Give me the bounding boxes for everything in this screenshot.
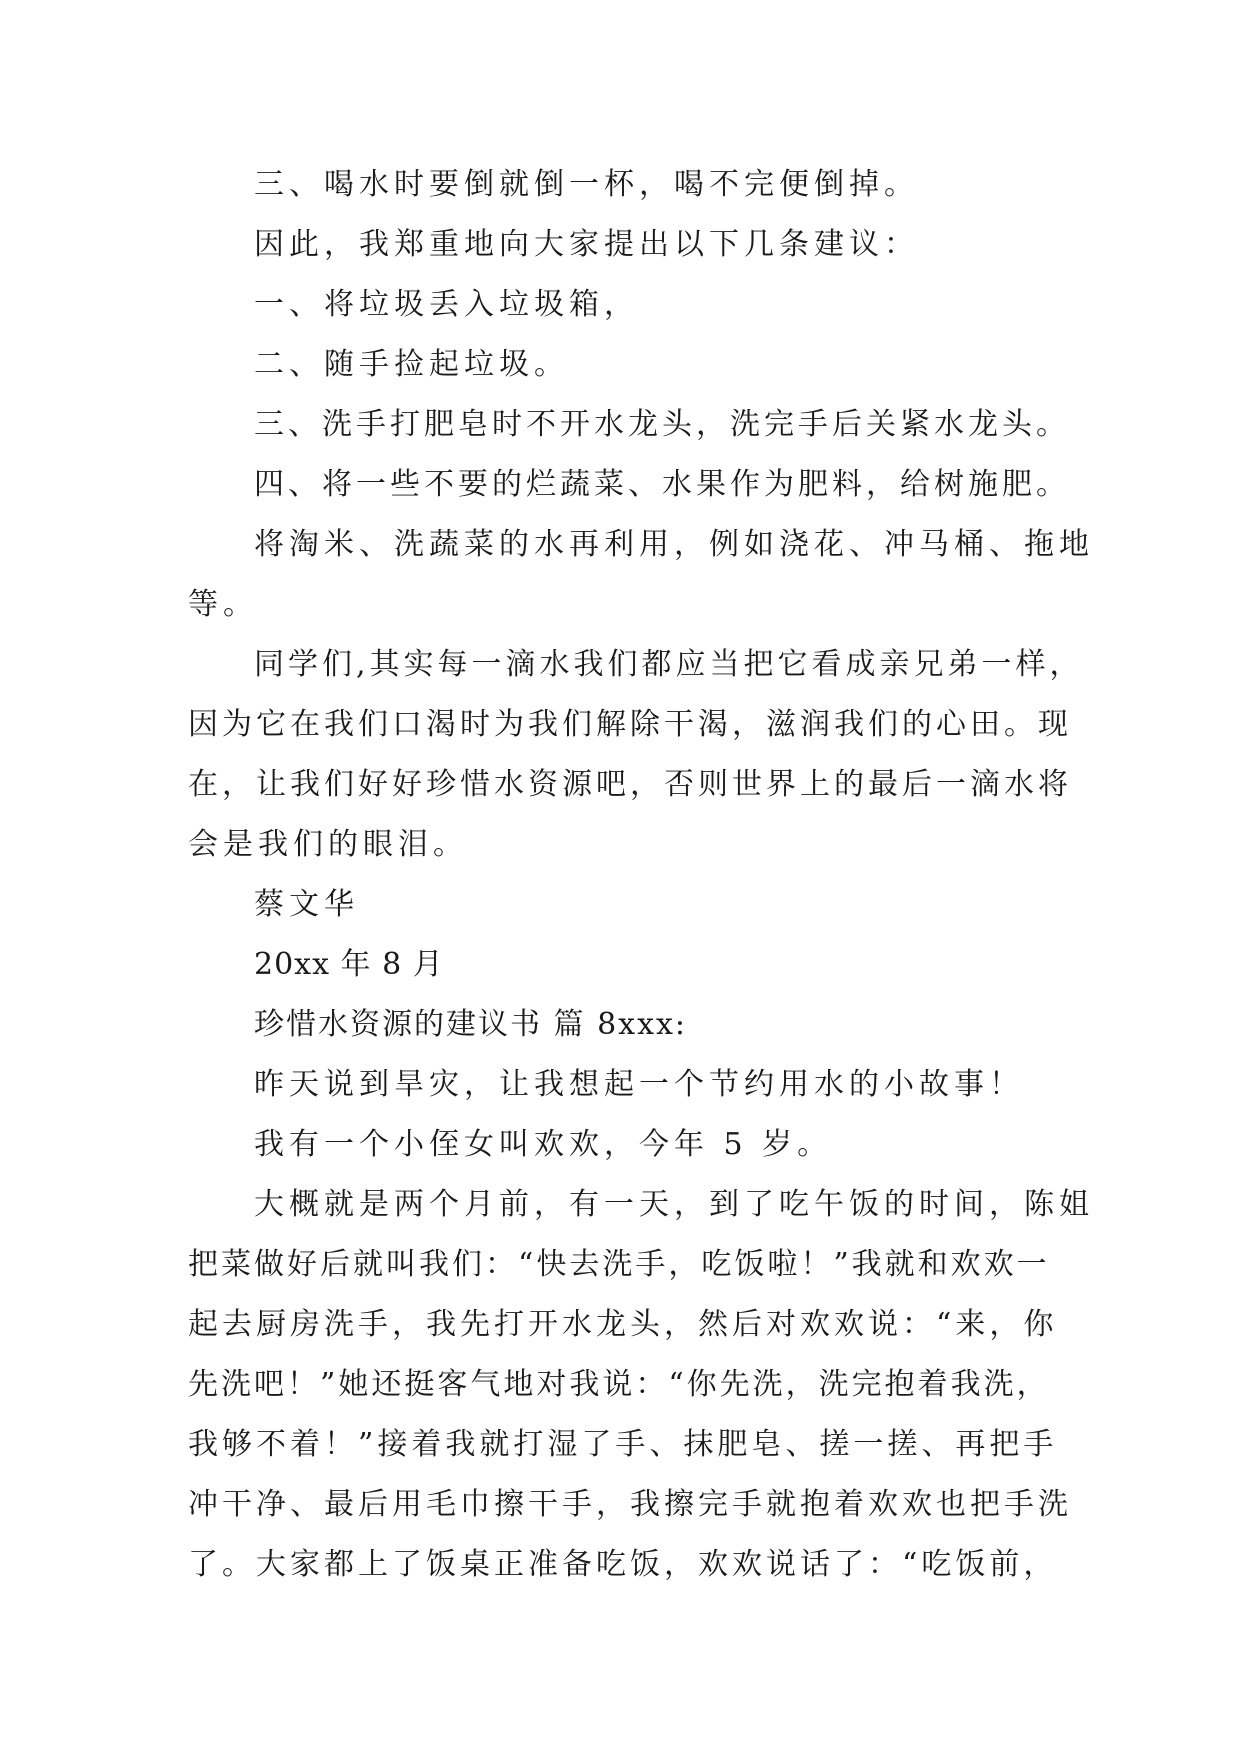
signature-date: 20xx 年 8 月 bbox=[254, 947, 444, 982]
section-heading: 珍惜水资源的建议书 篇 8xxx: bbox=[254, 1007, 688, 1042]
text-line: 把菜做好后就叫我们：“快去洗手，吃饭啦！”我就和欢欢一 bbox=[188, 1247, 1050, 1282]
text-line: 同学们,其实每一滴水我们都应当把它看成亲兄弟一样， bbox=[254, 647, 1084, 682]
text-line: 因此，我郑重地向大家提出以下几条建议： bbox=[254, 227, 919, 262]
text-line: 因为它在我们口渴时为我们解除干渴，滋润我们的心田。现 bbox=[188, 707, 1072, 742]
text-line: 起去厨房洗手，我先打开水龙头，然后对欢欢说：“来，你 bbox=[188, 1307, 1058, 1342]
text-line: 三、洗手打肥皂时不开水龙头，洗完手后关紧水龙头。 bbox=[254, 407, 1070, 442]
text-line: 我有一个小侄女叫欢欢，今年 5 岁。 bbox=[254, 1127, 833, 1162]
text-line: 昨天说到旱灾，让我想起一个节约用水的小故事！ bbox=[254, 1067, 1024, 1102]
text-line: 大概就是两个月前，有一天，到了吃午饭的时间，陈姐 bbox=[254, 1187, 1094, 1222]
text-line: 二、随手捡起垃圾。 bbox=[254, 347, 569, 382]
text-line: 一、将垃圾丢入垃圾箱， bbox=[254, 287, 639, 322]
text-line: 会是我们的眼泪。 bbox=[188, 827, 468, 862]
text-line: 了。大家都上了饭桌正准备吃饭，欢欢说话了：“吃饭前， bbox=[188, 1547, 1058, 1582]
text-line: 先洗吧！”她还挺客气地对我说：“你先洗，洗完抱着我洗， bbox=[188, 1367, 1050, 1402]
text-line: 将淘米、洗蔬菜的水再利用，例如浇花、冲马桶、拖地 bbox=[254, 527, 1094, 562]
text-line: 四、将一些不要的烂蔬菜、水果作为肥料，给树施肥。 bbox=[254, 467, 1070, 502]
text-line: 在，让我们好好珍惜水资源吧，否则世界上的最后一滴水将 bbox=[188, 767, 1072, 802]
text-line: 三、喝水时要倒就倒一杯，喝不完便倒掉。 bbox=[254, 167, 919, 202]
signature-name: 蔡文华 bbox=[254, 887, 359, 922]
text-line: 冲干净、最后用毛巾擦干手，我擦完手就抱着欢欢也把手洗 bbox=[188, 1487, 1072, 1522]
text-line: 等。 bbox=[188, 587, 258, 622]
text-line: 我够不着！”接着我就打湿了手、抹肥皂、搓一搓、再把手 bbox=[188, 1427, 1058, 1462]
